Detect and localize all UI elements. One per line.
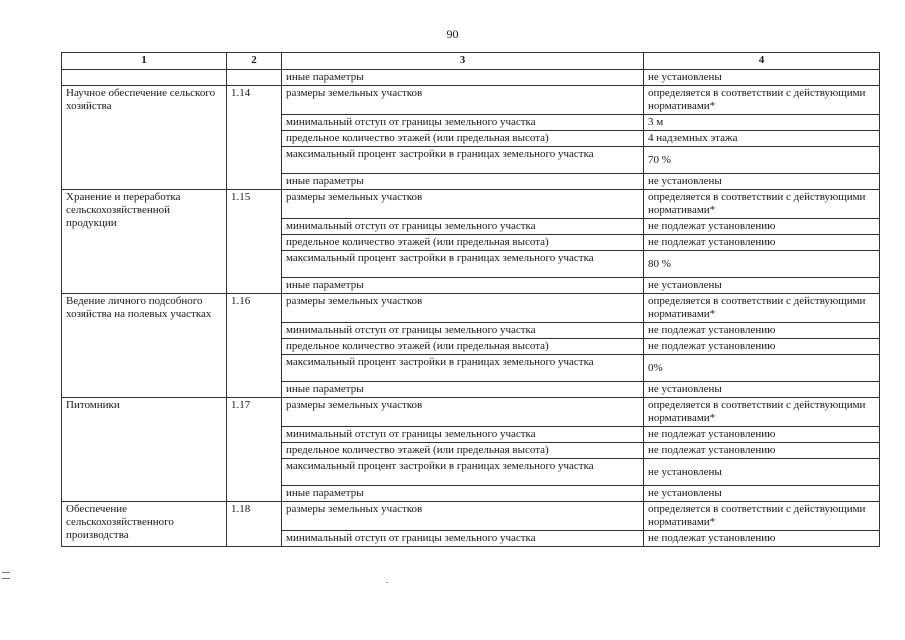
activity-name: Питомники — [62, 398, 227, 502]
param-cell: максимальный процент застройки в границах земельного участка — [282, 251, 644, 278]
param-cell: предельное количество этажей (или предельная высота) — [282, 339, 644, 355]
activity-code: 1.14 — [227, 86, 282, 190]
param-cell: размеры земельных участков — [282, 398, 644, 427]
value-cell: 70 % — [644, 147, 880, 174]
value-cell: не установлены — [644, 486, 880, 502]
param-cell: размеры земельных участков — [282, 86, 644, 115]
table-row — [62, 502, 880, 531]
activity-name: Научное обеспечение сельского хозяйства — [62, 86, 227, 190]
param-cell: иные параметры — [282, 486, 644, 502]
value-cell: не подлежат установлению — [644, 219, 880, 235]
value-cell: не подлежат установлению — [644, 427, 880, 443]
zoning-parameters-table — [61, 52, 880, 547]
param-cell: предельное количество этажей (или предельная высота) — [282, 235, 644, 251]
header-col-2: 2 — [227, 53, 282, 70]
value-cell: не подлежат установлению — [644, 235, 880, 251]
value-cell: 4 надземных этажа — [644, 131, 880, 147]
param-cell: предельное количество этажей (или предельная высота) — [282, 131, 644, 147]
header-row — [62, 53, 880, 70]
param-cell: иные параметры — [282, 70, 644, 86]
param-cell: иные параметры — [282, 174, 644, 190]
param-cell: максимальный процент застройки в границах земельного участка — [282, 459, 644, 486]
value-cell: не установлены — [644, 70, 880, 86]
param-cell: размеры земельных участков — [282, 190, 644, 219]
value-cell: определяется в соответствии с действующими нормативами* — [644, 190, 880, 219]
margin-mark — [2, 572, 10, 573]
param-cell: размеры земельных участков — [282, 294, 644, 323]
activity-cell — [62, 70, 227, 86]
activity-name: Хранение и переработка сельскохозяйственной продукции — [62, 190, 227, 294]
param-cell: минимальный отступ от границы земельного участка — [282, 219, 644, 235]
value-cell: определяется в соответствии с действующими нормативами* — [644, 86, 880, 115]
param-cell: иные параметры — [282, 382, 644, 398]
value-cell: 80 % — [644, 251, 880, 278]
param-cell: минимальный отступ от границы земельного участка — [282, 427, 644, 443]
param-cell: размеры земельных участков — [282, 502, 644, 531]
table-row — [62, 86, 880, 115]
activity-code: 1.15 — [227, 190, 282, 294]
param-cell: минимальный отступ от границы земельного участка — [282, 323, 644, 339]
activity-code: 1.18 — [227, 502, 282, 547]
value-cell: определяется в соответствии с действующими нормативами* — [644, 502, 880, 531]
header-col-1: 1 — [62, 53, 227, 70]
value-cell: не установлены — [644, 174, 880, 190]
value-cell: определяется в соответствии с действующими нормативами* — [644, 294, 880, 323]
value-cell: 0% — [644, 355, 880, 382]
value-cell: не установлены — [644, 278, 880, 294]
value-cell: определяется в соответствии с действующими нормативами* — [644, 398, 880, 427]
param-cell: максимальный процент застройки в границах земельного участка — [282, 147, 644, 174]
table-row — [62, 294, 880, 323]
scan-dot — [386, 582, 388, 583]
value-cell: не подлежат установлению — [644, 323, 880, 339]
value-cell: не установлены — [644, 382, 880, 398]
activity-code: 1.17 — [227, 398, 282, 502]
code-cell — [227, 70, 282, 86]
page-number: 90 — [446, 27, 459, 41]
value-cell: не установлены — [644, 459, 880, 486]
margin-mark — [2, 578, 10, 579]
value-cell: не подлежат установлению — [644, 443, 880, 459]
activity-name: Ведение личного подсобного хозяйства на полевых участках — [62, 294, 227, 398]
param-cell: предельное количество этажей (или предельная высота) — [282, 443, 644, 459]
activity-code: 1.16 — [227, 294, 282, 398]
header-col-3: 3 — [282, 53, 644, 70]
table-row — [62, 398, 880, 427]
param-cell: минимальный отступ от границы земельного участка — [282, 115, 644, 131]
table-row — [62, 70, 880, 86]
header-col-4: 4 — [644, 53, 880, 70]
value-cell: не подлежат установлению — [644, 339, 880, 355]
param-cell: минимальный отступ от границы земельного участка — [282, 531, 644, 547]
activity-name: Обеспечение сельскохозяйственного производства — [62, 502, 227, 547]
value-cell: не подлежат установлению — [644, 531, 880, 547]
value-cell: 3 м — [644, 115, 880, 131]
table-row — [62, 190, 880, 219]
param-cell: иные параметры — [282, 278, 644, 294]
param-cell: максимальный процент застройки в границах земельного участка — [282, 355, 644, 382]
